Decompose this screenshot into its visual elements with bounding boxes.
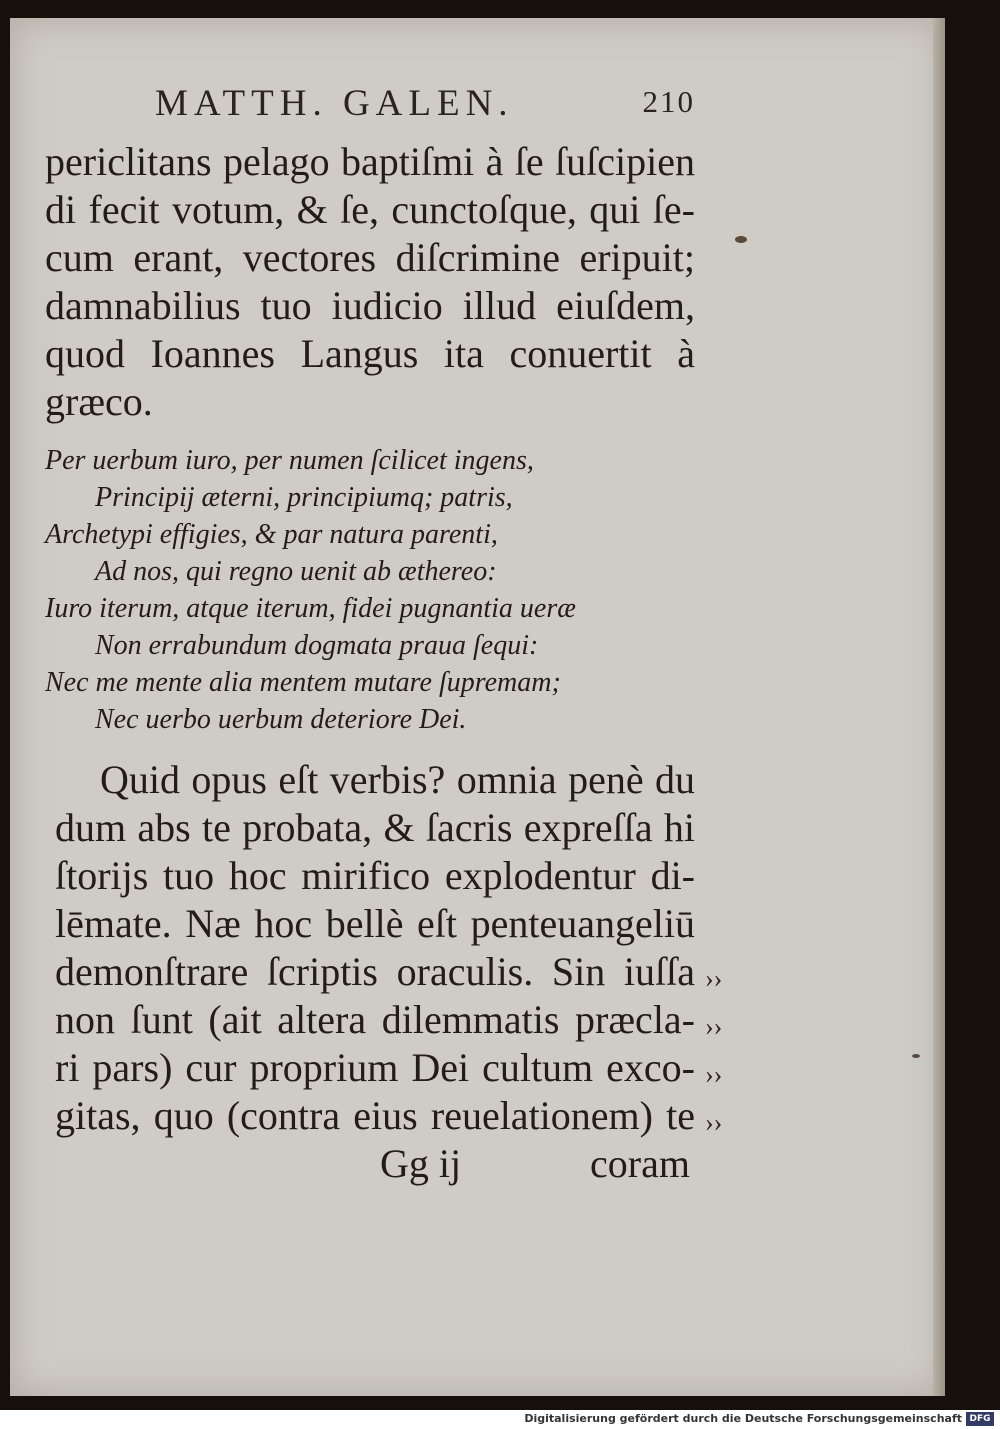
text-line: demonſtrare ſcriptis oraculis. Sin iuſſa [55, 949, 695, 994]
signature-mark: Gg ij [380, 1141, 462, 1186]
text-line: non ſunt (ait altera dilemmatis præcla- [55, 997, 695, 1042]
verse-line: Nec uerbo uerbum deteriore Dei. [95, 704, 467, 735]
text-line: ri pars) cur proprium Dei cultum exco- [55, 1045, 695, 1090]
poem-verse [45, 442, 685, 738]
quotation-margin-marks [705, 955, 735, 1147]
verse-line: Per uerbum iuro, per numen ſcilicet ingens, [45, 445, 534, 476]
text-line: Quid opus eſt verbis? omnia penè du [100, 757, 695, 802]
text-line: ſtorijs tuo hoc mirifico explodentur di- [55, 853, 695, 898]
margin-mark: ›› [705, 1060, 723, 1089]
text-line: cum erant, vectores diſcrimine eripuit; [45, 235, 695, 280]
paragraph-1 [45, 138, 695, 426]
verse-line: Ad nos, qui regno uenit ab æthereo: [95, 556, 497, 587]
text-line: quod Ioannes Langus ita conuertit à [45, 331, 695, 376]
verse-line: Archetypi effigies, & par natura parenti, [45, 519, 498, 550]
verse-line: Principij æterni, principiumq; patris, [95, 482, 513, 513]
ink-speck [735, 236, 747, 243]
verse-line: Iuro iterum, atque iterum, fidei pugnantia ueræ [45, 593, 576, 624]
text-line: græco. [45, 379, 153, 424]
verse-line: Non errabundum dogmata praua ſequi: [95, 630, 539, 661]
text-line: periclitans pelago baptiſmi à ſe ſuſcipien [45, 139, 695, 184]
text-line: damnabilius tuo iudicio illud eiuſdem, [45, 283, 695, 328]
funding-credit: Digitalisierung gefördert durch die Deutsche Forschungsgemeinschaft [524, 1412, 962, 1425]
margin-mark: ›› [705, 964, 723, 993]
text-line: dum abs te probata, & ſacris expreſſa hi [55, 805, 695, 850]
paragraph-2 [55, 756, 695, 1140]
verse-line: Nec me mente alia mentem mutare ſupremam; [45, 667, 561, 698]
footer-bar [0, 1410, 1000, 1429]
text-line: di fecit votum, & ſe, cunctoſque, qui ſe- [45, 187, 695, 232]
text-line: lēmate. Næ hoc bellè eſt penteuangeliū [55, 901, 695, 946]
running-header [155, 82, 695, 132]
margin-mark: ›› [705, 1108, 723, 1137]
page-edge [933, 18, 945, 1396]
text-line: gitas, quo (contra eius reuelationem) te [55, 1093, 695, 1138]
page-number: 210 [642, 84, 695, 119]
margin-mark: ›› [705, 1012, 723, 1041]
running-title: MATTH. GALEN. [155, 83, 514, 124]
dfg-logo: DFG [966, 1412, 994, 1426]
catchword: coram [590, 1141, 690, 1186]
ink-speck [912, 1054, 920, 1058]
